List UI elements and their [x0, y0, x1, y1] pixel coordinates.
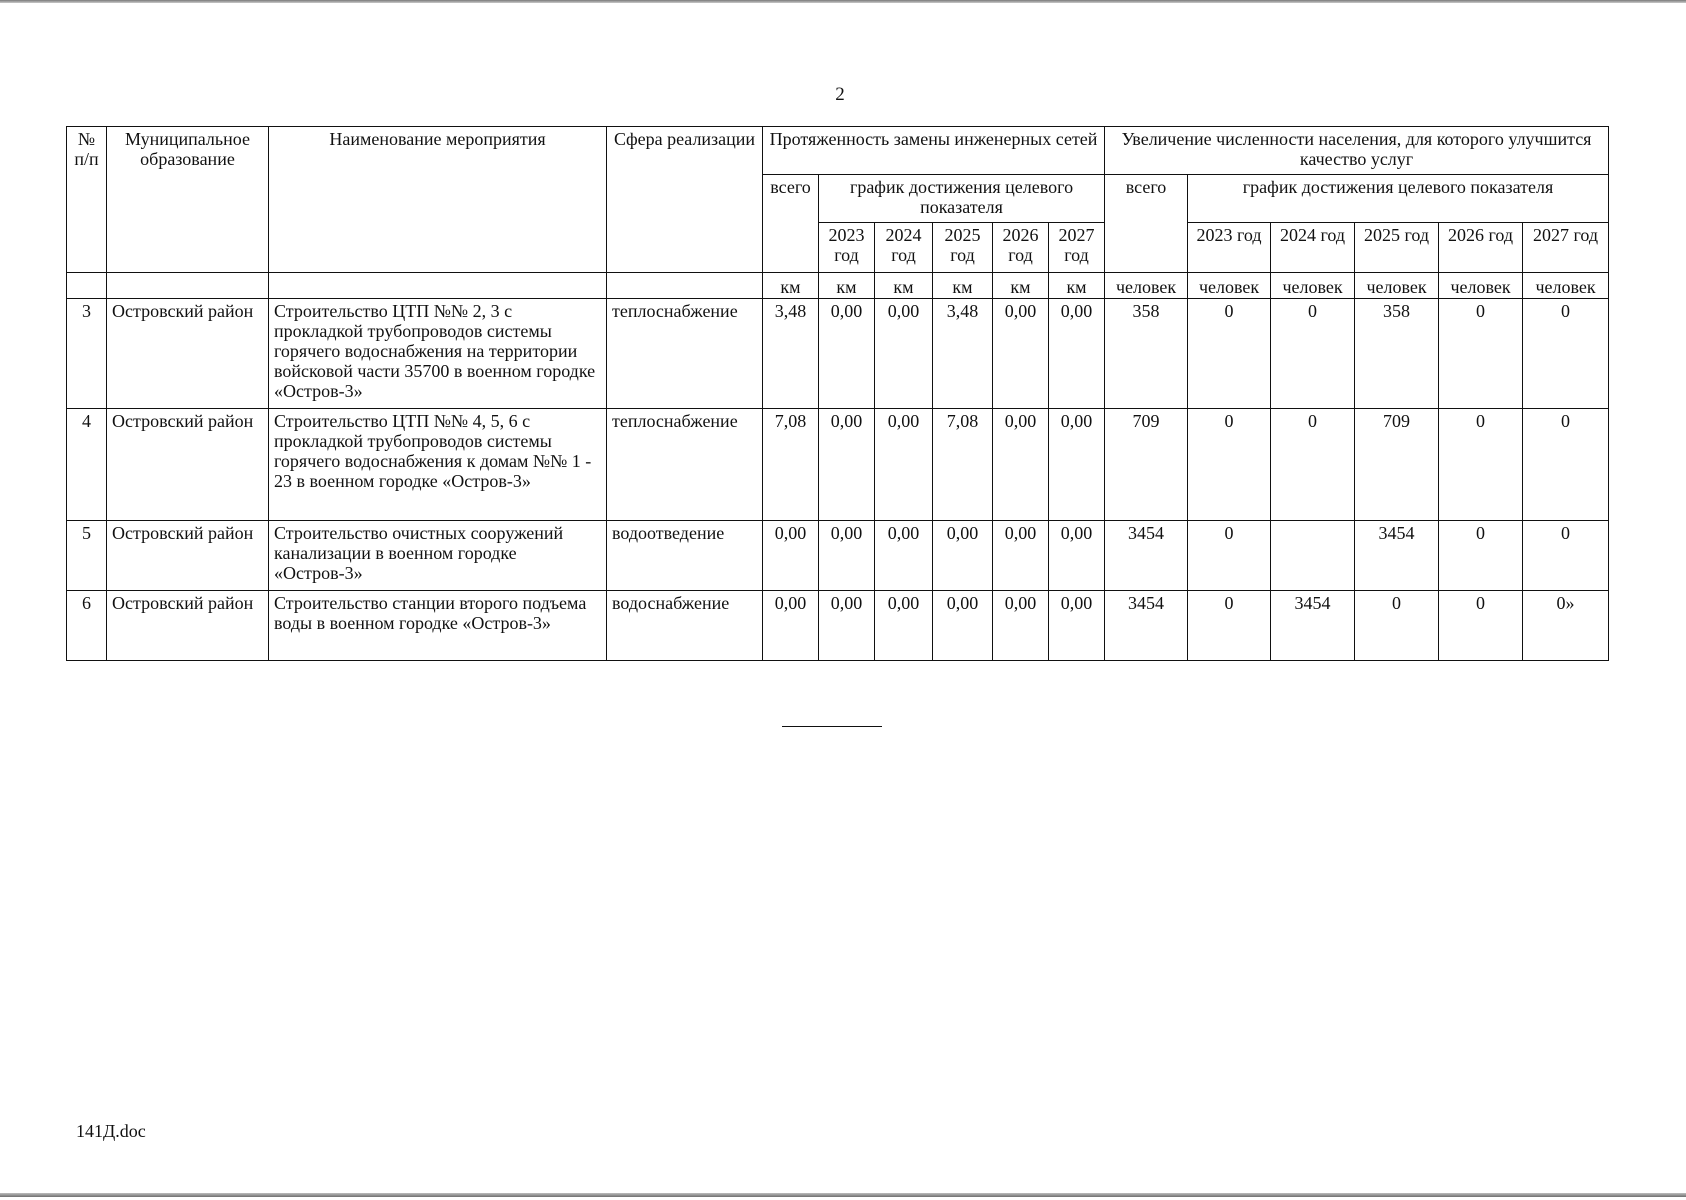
row-km-2027: 0,00 — [1049, 409, 1105, 521]
header-municipality: Муниципальное образование — [107, 127, 269, 273]
unit-people: человек — [1523, 273, 1609, 299]
header-sphere: Сфера реализации — [607, 127, 763, 273]
row-municipality: Островский район — [107, 299, 269, 409]
row-sphere: теплоснабжение — [607, 299, 763, 409]
row-people-2024: 0 — [1271, 299, 1355, 409]
unit-blank — [607, 273, 763, 299]
row-people-total: 3454 — [1105, 591, 1188, 661]
row-km-2024: 0,00 — [875, 299, 933, 409]
page-number: 2 — [835, 84, 845, 105]
unit-km: км — [875, 273, 933, 299]
row-people-total: 358 — [1105, 299, 1188, 409]
unit-people: человек — [1105, 273, 1188, 299]
table-row — [67, 591, 1609, 661]
row-km-2025: 0,00 — [933, 521, 993, 591]
row-km-2026: 0,00 — [993, 591, 1049, 661]
header-km-year: 2023 год — [819, 223, 875, 273]
row-people-2023: 0 — [1188, 409, 1271, 521]
header-num: № п/п — [67, 127, 107, 273]
row-people-2024 — [1271, 521, 1355, 591]
row-measure: Строительство ЦТП №№ 2, 3 с прокладкой трубопроводов системы горячего водоснабжения на территории войсковой части 35700 в военном городке «Остров-3» — [269, 299, 607, 409]
header-length-group: Протяженность замены инженерных сетей — [763, 127, 1105, 175]
separator-line — [782, 726, 882, 727]
header-people-year: 2024 год — [1271, 223, 1355, 273]
row-km-2026: 0,00 — [993, 521, 1049, 591]
row-people-2027: 0 — [1523, 521, 1609, 591]
header-km-year: 2027 год — [1049, 223, 1105, 273]
row-km-2024: 0,00 — [875, 409, 933, 521]
row-km-total: 3,48 — [763, 299, 819, 409]
row-sphere: водоснабжение — [607, 591, 763, 661]
row-people-total: 709 — [1105, 409, 1188, 521]
unit-km: км — [993, 273, 1049, 299]
table-row — [67, 409, 1609, 521]
measures-table — [66, 126, 1609, 661]
scan-edge-top — [0, 0, 1686, 3]
row-num: 5 — [67, 521, 107, 591]
row-people-2027: 0» — [1523, 591, 1609, 661]
row-km-2023: 0,00 — [819, 299, 875, 409]
row-people-total: 3454 — [1105, 521, 1188, 591]
unit-blank — [269, 273, 607, 299]
row-people-2026: 0 — [1439, 521, 1523, 591]
unit-blank — [107, 273, 269, 299]
unit-blank — [67, 273, 107, 299]
unit-people: человек — [1439, 273, 1523, 299]
row-num: 3 — [67, 299, 107, 409]
row-measure: Строительство ЦТП №№ 4, 5, 6 с прокладкой трубопроводов системы горячего водоснабжения к домам №№ 1 - 23 в военном городке «Остров-3» — [269, 409, 607, 521]
row-num: 4 — [67, 409, 107, 521]
header-people-total: всего — [1105, 175, 1188, 273]
row-people-2025: 0 — [1355, 591, 1439, 661]
row-people-2023: 0 — [1188, 299, 1271, 409]
row-sphere: водоотведение — [607, 521, 763, 591]
unit-km: км — [763, 273, 819, 299]
row-people-2024: 0 — [1271, 409, 1355, 521]
row-km-2023: 0,00 — [819, 591, 875, 661]
row-people-2025: 709 — [1355, 409, 1439, 521]
header-km-total: всего — [763, 175, 819, 273]
unit-people: человек — [1271, 273, 1355, 299]
row-municipality: Островский район — [107, 409, 269, 521]
row-km-2027: 0,00 — [1049, 591, 1105, 661]
row-people-2026: 0 — [1439, 299, 1523, 409]
row-km-2023: 0,00 — [819, 521, 875, 591]
header-measure-name: Наименование мероприятия — [269, 127, 607, 273]
row-km-2024: 0,00 — [875, 591, 933, 661]
header-km-year: 2026 год — [993, 223, 1049, 273]
unit-people: человек — [1188, 273, 1271, 299]
unit-people: человек — [1355, 273, 1439, 299]
row-km-2023: 0,00 — [819, 409, 875, 521]
row-people-2024: 3454 — [1271, 591, 1355, 661]
row-people-2025: 358 — [1355, 299, 1439, 409]
row-km-2025: 7,08 — [933, 409, 993, 521]
header-km-year: 2024 год — [875, 223, 933, 273]
table-row — [67, 299, 1609, 409]
row-measure: Строительство очистных сооружений канализации в военном городке «Остров-3» — [269, 521, 607, 591]
row-people-2023: 0 — [1188, 591, 1271, 661]
row-km-2025: 3,48 — [933, 299, 993, 409]
row-municipality: Островский район — [107, 591, 269, 661]
row-km-total: 7,08 — [763, 409, 819, 521]
file-name: 141Д.doc — [76, 1121, 146, 1141]
row-municipality: Островский район — [107, 521, 269, 591]
row-people-2027: 0 — [1523, 299, 1609, 409]
row-num: 6 — [67, 591, 107, 661]
header-population-group: Увеличение численности населения, для которого улучшится качество услуг — [1105, 127, 1609, 175]
row-km-total: 0,00 — [763, 521, 819, 591]
scan-edge-bottom — [0, 1193, 1686, 1197]
header-people-year: 2026 год — [1439, 223, 1523, 273]
row-km-2026: 0,00 — [993, 409, 1049, 521]
header-km-year: 2025 год — [933, 223, 993, 273]
table-row — [67, 521, 1609, 591]
header-schedule-population: график достижения целевого показателя — [1188, 175, 1609, 223]
row-km-total: 0,00 — [763, 591, 819, 661]
row-people-2026: 0 — [1439, 591, 1523, 661]
row-km-2025: 0,00 — [933, 591, 993, 661]
row-sphere: теплоснабжение — [607, 409, 763, 521]
header-people-year: 2025 год — [1355, 223, 1439, 273]
unit-km: км — [1049, 273, 1105, 299]
row-measure: Строительство станции второго подъема воды в военном городке «Остров-3» — [269, 591, 607, 661]
row-km-2026: 0,00 — [993, 299, 1049, 409]
row-km-2024: 0,00 — [875, 521, 933, 591]
row-people-2023: 0 — [1188, 521, 1271, 591]
row-km-2027: 0,00 — [1049, 299, 1105, 409]
row-people-2025: 3454 — [1355, 521, 1439, 591]
row-people-2027: 0 — [1523, 409, 1609, 521]
row-people-2026: 0 — [1439, 409, 1523, 521]
header-people-year: 2027 год — [1523, 223, 1609, 273]
header-people-year: 2023 год — [1188, 223, 1271, 273]
unit-km: км — [819, 273, 875, 299]
row-km-2027: 0,00 — [1049, 521, 1105, 591]
unit-km: км — [933, 273, 993, 299]
header-schedule-length: график достижения целевого показателя — [819, 175, 1105, 223]
